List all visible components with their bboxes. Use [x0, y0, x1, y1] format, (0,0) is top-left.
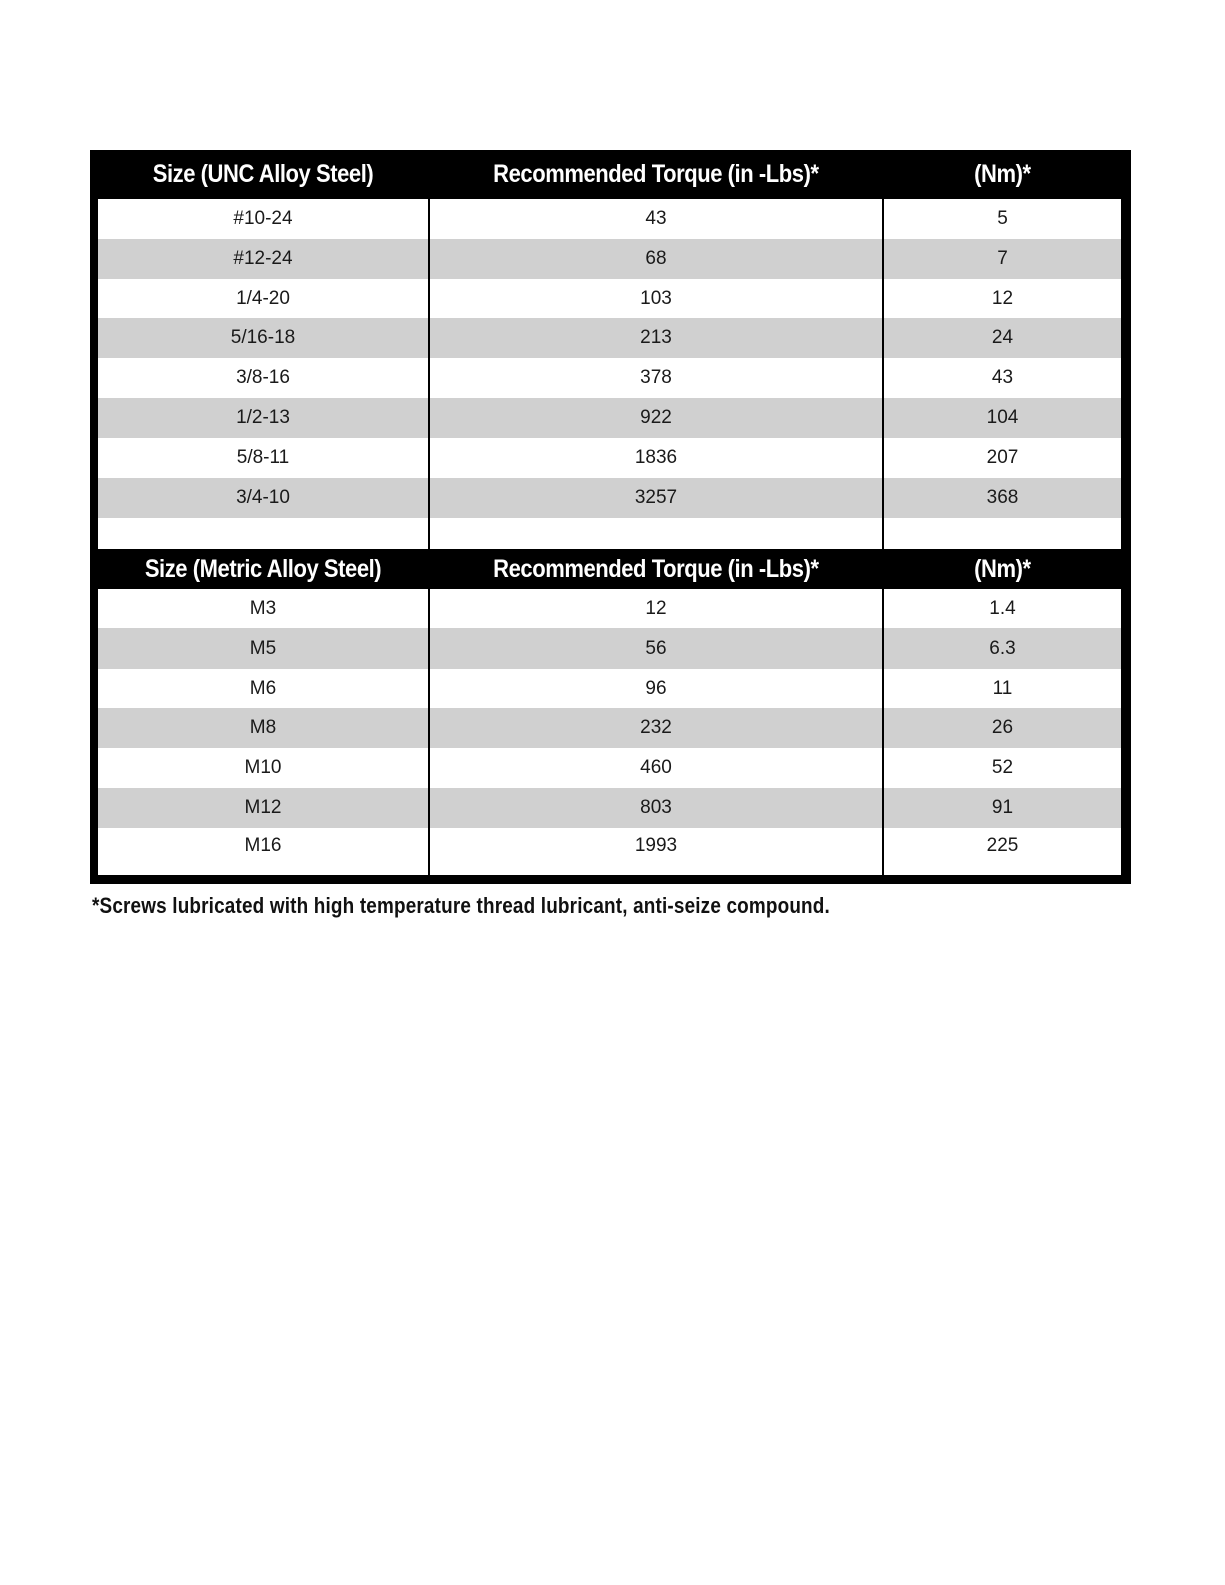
- torque-cell: 213: [428, 318, 882, 358]
- torque-cell: 460: [428, 748, 882, 788]
- table-row: [98, 669, 1121, 708]
- size-cell: M16: [244, 835, 282, 856]
- nm-cell: 12: [882, 279, 1121, 318]
- nm-cell: 6.3: [882, 628, 1121, 669]
- unc-header-row: [98, 150, 1121, 199]
- size-cell: #10-24: [233, 208, 293, 229]
- table-row: [98, 708, 1121, 748]
- torque-cell: 803: [428, 788, 882, 828]
- nm-cell: 368: [882, 478, 1121, 518]
- table-row: [98, 318, 1121, 358]
- size-cell: M8: [249, 717, 277, 738]
- metric-header-torque: Recommended Torque (in -Lbs)*: [455, 549, 855, 589]
- footnote: *Screws lubricated with high temperature thread lubricant, anti-seize compound.: [92, 893, 830, 918]
- torque-cell: 43: [428, 199, 882, 239]
- nm-cell: 91: [882, 788, 1121, 828]
- unc-header-size: Size (UNC Alloy Steel): [152, 160, 374, 188]
- size-cell: 1/2-13: [236, 407, 290, 428]
- torque-cell: 96: [428, 669, 882, 708]
- torque-cell: 1836: [428, 438, 882, 478]
- nm-cell: 11: [882, 669, 1121, 708]
- torque-cell: 68: [428, 239, 882, 279]
- metric-header-size: Size (Metric Alloy Steel): [144, 554, 382, 583]
- size-cell: 1/4-20: [236, 287, 290, 309]
- torque-cell: 3257: [428, 478, 882, 518]
- nm-cell: 225: [882, 828, 1121, 875]
- unc-header-torque: Recommended Torque (in -Lbs)*: [455, 150, 855, 199]
- nm-cell: 5: [882, 199, 1121, 239]
- torque-cell: 232: [428, 708, 882, 748]
- torque-cell: 12: [428, 589, 882, 628]
- table-row: [98, 398, 1121, 438]
- size-cell: M10: [244, 757, 282, 778]
- torque-table: [90, 150, 1131, 884]
- metric-header-nm: (Nm)*: [896, 549, 1106, 589]
- table-row: [98, 788, 1121, 828]
- nm-cell: 43: [882, 358, 1121, 398]
- table-row: [98, 279, 1121, 318]
- size-cell: 5/8-11: [236, 447, 290, 468]
- torque-table-body: [98, 150, 1121, 875]
- torque-cell: 56: [428, 628, 882, 669]
- nm-cell: 26: [882, 708, 1121, 748]
- torque-cell: 378: [428, 358, 882, 398]
- size-cell: 3/4-10: [236, 487, 290, 508]
- nm-cell: 104: [882, 398, 1121, 438]
- nm-cell: 1.4: [882, 589, 1121, 628]
- table-row: [98, 199, 1121, 239]
- torque-cell: 922: [428, 398, 882, 438]
- table-row: [98, 748, 1121, 788]
- table-spacer-row: [98, 518, 1121, 549]
- size-cell: M5: [249, 637, 277, 659]
- nm-cell: 207: [882, 438, 1121, 478]
- size-cell: M3: [249, 597, 277, 619]
- torque-cell: 1993: [428, 828, 882, 875]
- table-row: [98, 828, 1121, 875]
- table-row: [98, 589, 1121, 628]
- size-cell: 5/16-18: [230, 327, 296, 348]
- size-cell: M6: [249, 677, 277, 699]
- table-row: [98, 628, 1121, 669]
- nm-cell: 24: [882, 318, 1121, 358]
- nm-cell: 7: [882, 239, 1121, 279]
- table-row: [98, 358, 1121, 398]
- unc-header-nm: (Nm)*: [896, 150, 1106, 199]
- metric-header-row: [98, 549, 1121, 589]
- torque-cell: 103: [428, 279, 882, 318]
- table-row: [98, 478, 1121, 518]
- size-cell: 3/8-16: [236, 367, 290, 388]
- table-row: [98, 438, 1121, 478]
- nm-cell: 52: [882, 748, 1121, 788]
- table-row: [98, 239, 1121, 279]
- size-cell: #12-24: [233, 248, 293, 269]
- size-cell: M12: [244, 797, 282, 818]
